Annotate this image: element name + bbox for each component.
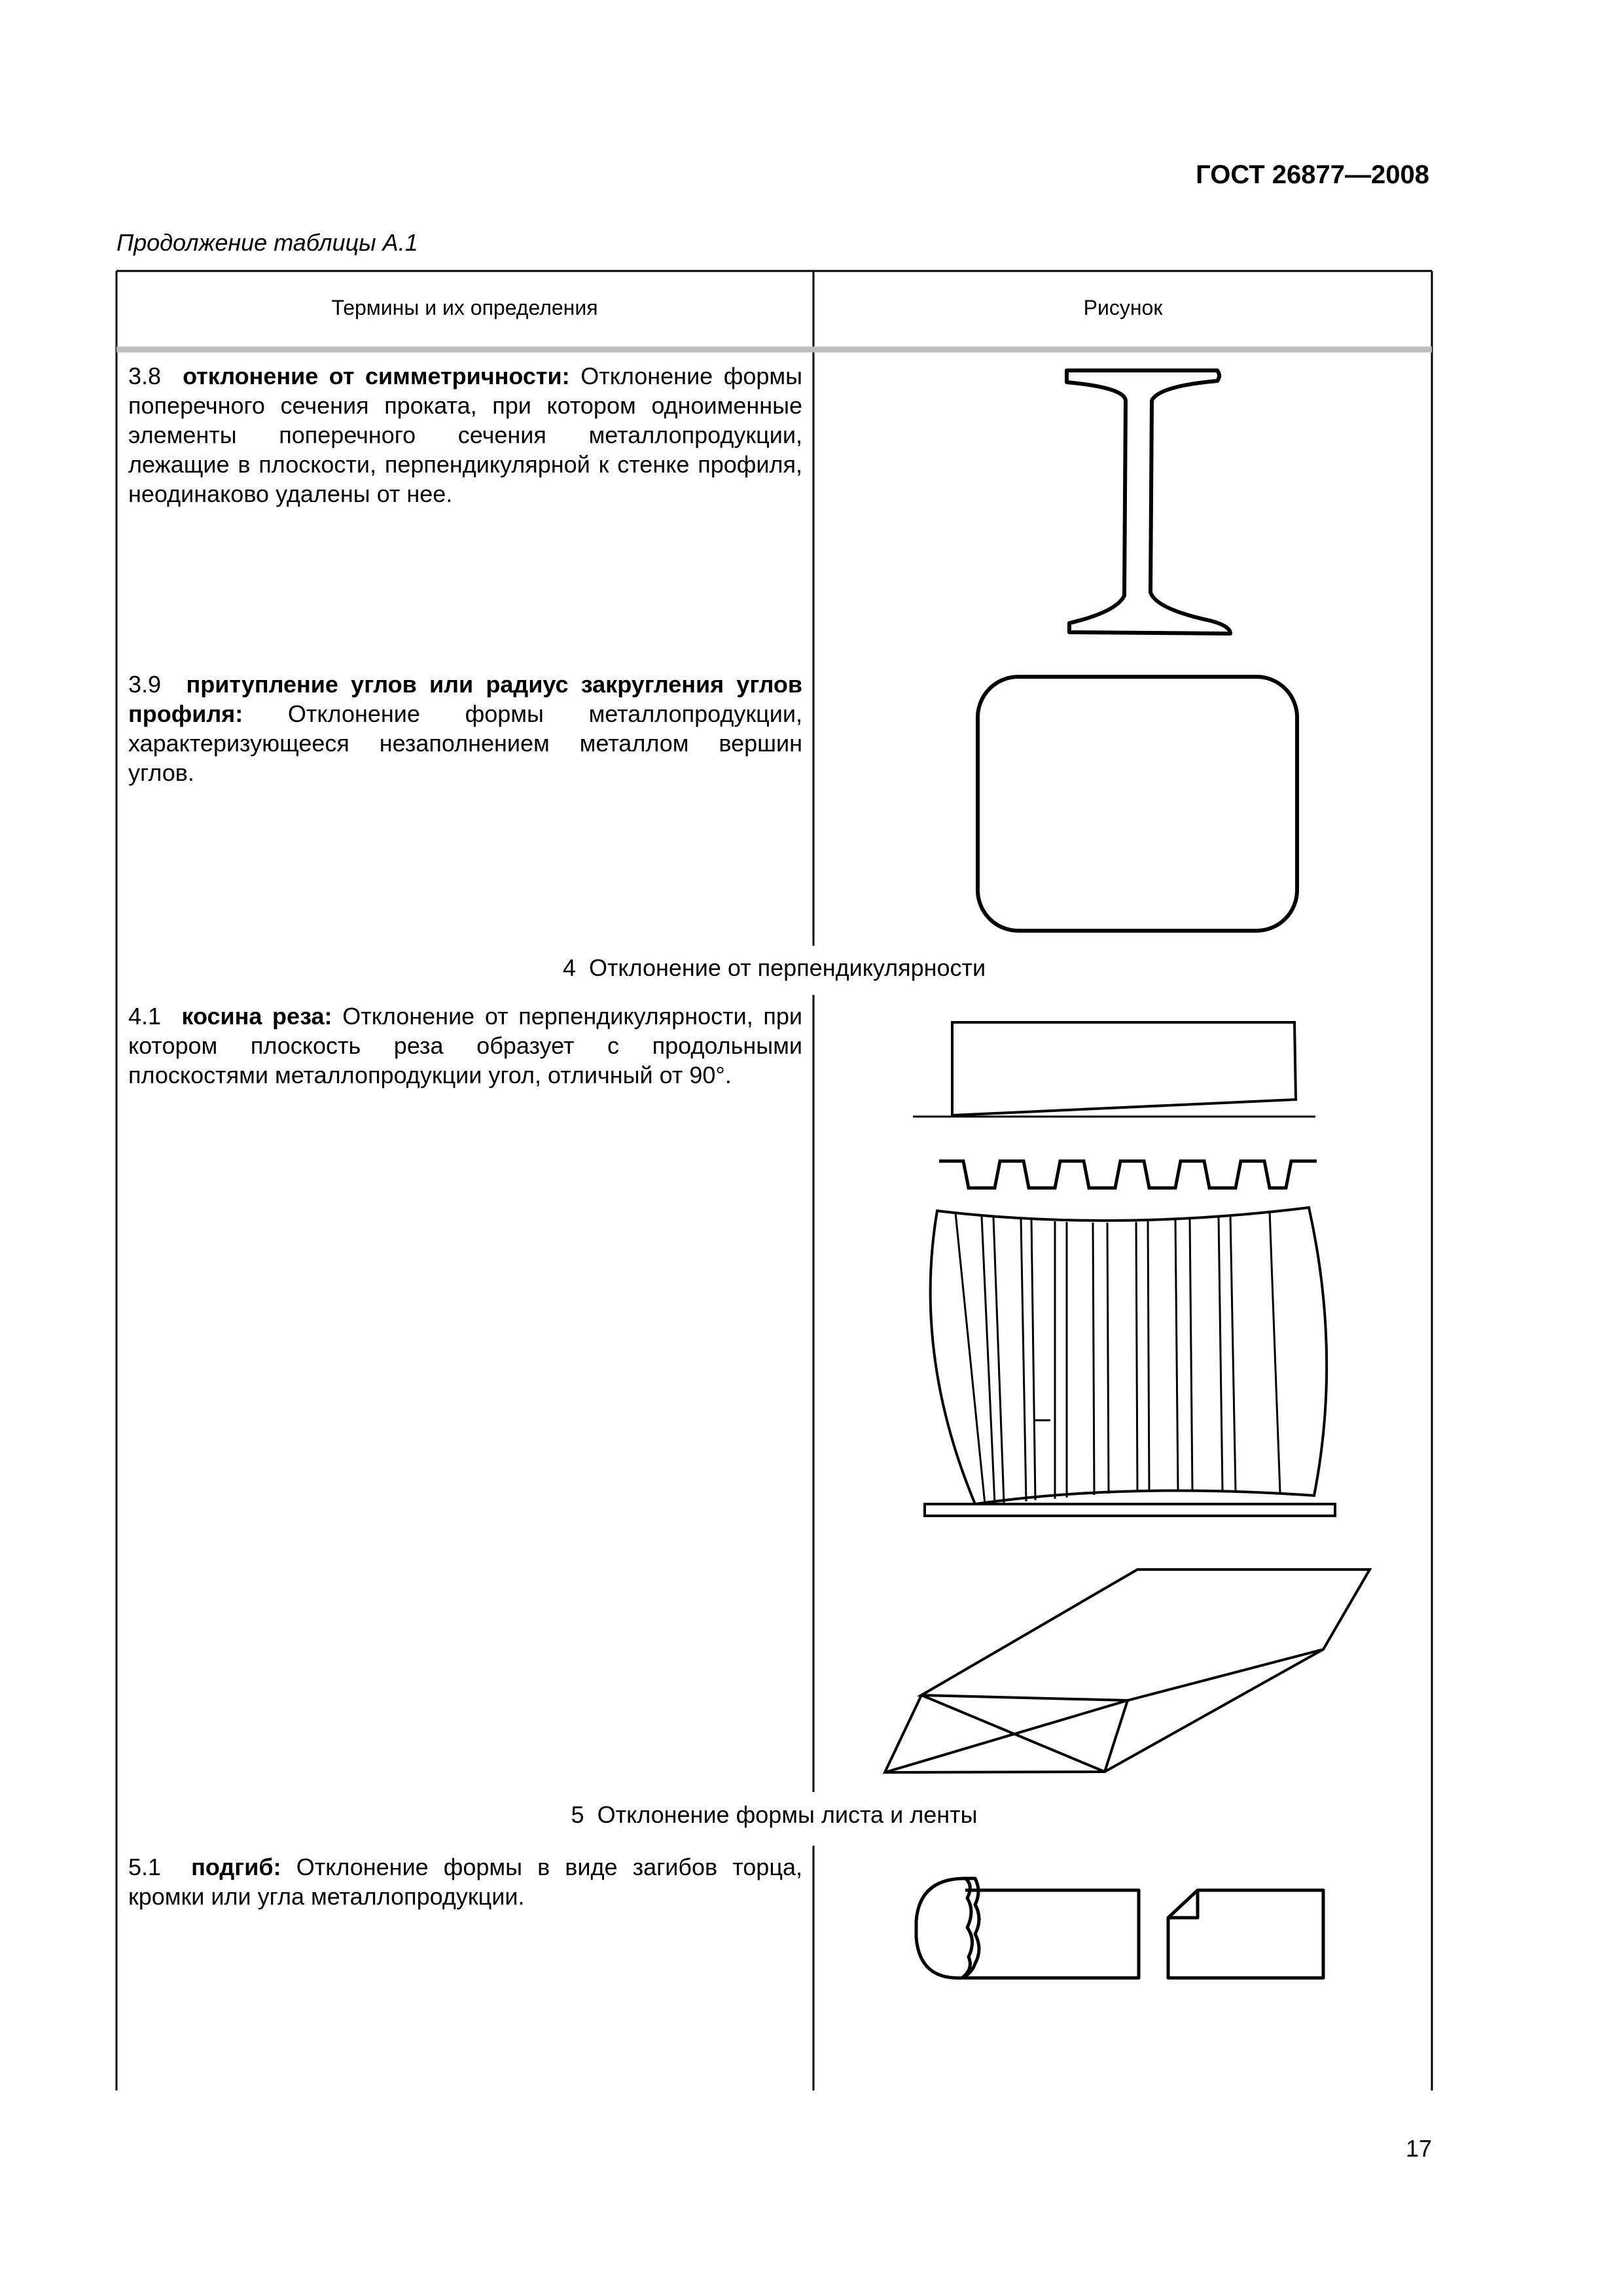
oblique-cut-figure [885,1022,1370,1772]
bent-sheet-right [1168,1890,1323,1978]
oblique-cut-prism [885,1570,1370,1772]
entry-number: 3.8 [128,363,162,389]
standard-code: ГОСТ 26877—2008 [1196,160,1429,189]
entry-term: подгиб: [191,1854,281,1880]
corrugation-lines [955,1211,1280,1504]
column-header-figure: Рисунок [1083,296,1163,319]
entry-definition: Отклонение формы в виде загибов торца, кромки или угла металлопродукции. [128,1854,802,1910]
table-continuation-note: Продолжение таблицы А.1 [116,229,418,256]
entry-5-1 [128,1852,802,1911]
entry-number: 3.9 [128,671,162,698]
section-title: Отклонение от перпендикулярности [588,954,986,981]
bent-sheet-left [916,1878,1139,1978]
rounded-rectangle-figure [978,677,1297,931]
section-5-heading [116,1801,1432,1829]
oblique-cut-bar [952,1022,1296,1115]
entry-term: притупление углов или радиус закругления углов профиля: [128,671,802,727]
asymmetric-i-beam-figure [1067,370,1230,634]
entry-definition: Отклонение от перпендикулярности, при котором плоскость реза образует с продольными плоскостями металлопродукции угол, отличный от 90°. [128,1003,803,1088]
page-number: 17 [1405,2135,1432,2162]
entry-number: 4.1 [128,1003,162,1030]
entry-3-9 [128,670,802,787]
column-header-terms: Термины и их определения [331,296,598,319]
bent-edge-figure [916,1878,1323,1978]
entry-term: отклонение от симметричности: [183,363,570,389]
entry-3-8 [128,361,802,509]
entry-number: 5.1 [128,1854,162,1880]
section-title: Отклонение формы листа и ленты [597,1801,978,1828]
corrugated-sheet-side-view [931,1208,1327,1504]
corrugated-profile [939,1161,1317,1188]
entry-4-1 [128,1001,802,1090]
base-plate [925,1504,1335,1516]
section-number: 4 [562,954,576,981]
section-number: 5 [571,1801,584,1828]
section-4-heading [116,954,1432,982]
entry-definition: Отклонение формы поперечного сечения проката, при котором одноименные элементы поперечного сечения металлопродукции, лежащие в плоскости, перпендикулярной к стенке профиля, неодинаково удалены от нее. [128,363,802,507]
entry-definition: Отклонение формы металлопродукции, характеризующееся незаполнением металлом вершин углов. [128,700,802,786]
entry-term: косина реза: [181,1003,332,1030]
